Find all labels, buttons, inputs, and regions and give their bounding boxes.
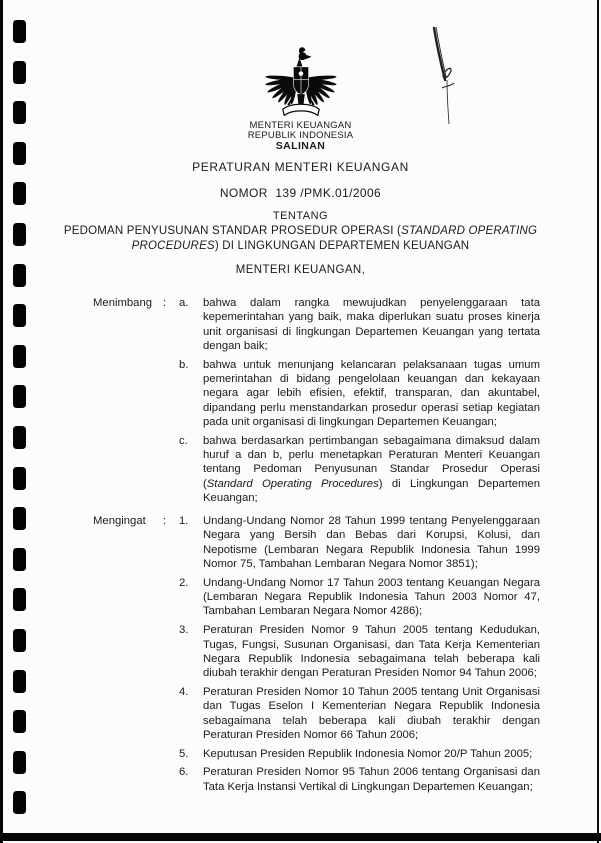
spacer xyxy=(93,747,163,761)
menimbang-row-b xyxy=(93,358,540,429)
mengingat-row-4 xyxy=(93,685,540,742)
spacer xyxy=(93,685,163,742)
binding-hole xyxy=(13,467,26,490)
binding-hole xyxy=(13,20,26,43)
spacer xyxy=(163,358,179,429)
binding-hole xyxy=(13,223,26,246)
binding-hole xyxy=(13,345,26,368)
about-label: TENTANG xyxy=(272,210,329,222)
copy-stamp-label: SALINAN xyxy=(275,140,326,152)
spacer xyxy=(93,434,163,505)
republic-name: REPUBLIK INDONESIA xyxy=(247,129,354,141)
spacer xyxy=(93,623,163,680)
binding-hole xyxy=(13,791,26,814)
binding-hole xyxy=(13,507,26,530)
binding-hole xyxy=(13,670,26,693)
binding-hole xyxy=(13,548,26,571)
item-marker: 1. xyxy=(179,515,189,528)
spacer xyxy=(93,358,163,429)
item-marker: 6. xyxy=(179,766,189,779)
item-marker: 3. xyxy=(179,624,189,637)
menimbang-label: Menimbang xyxy=(93,297,153,309)
binding-hole xyxy=(13,751,26,774)
menimbang-row-a xyxy=(93,296,540,353)
item-text: bahwa untuk menunjang kelancaran pelaksanaan tugas umum pemerintahan di bidang pengelolaan keuangan dan kekayaan negara agar lebih efisien, efektif, transparan, dan akuntabel, dipandang perlu menstandarkan prosedur operasi setiap kegiatan pada unit organisasi di lingkungan Departemen Keuangan; xyxy=(203,358,540,428)
binding-hole xyxy=(13,629,26,652)
mengingat-row-5 xyxy=(93,747,540,761)
item-text: bahwa dalam rangka mewujudkan penyelenggaraan tata kepemerintahan yang baik, maka diperlukan suatu proses kinerja unit organisasi di lingkungan Departemen Keuangan yang tertata dengan baik; xyxy=(203,297,540,352)
binding-hole xyxy=(13,61,26,84)
spacer xyxy=(163,685,179,742)
menimbang-row-c xyxy=(93,434,540,505)
separator-colon: : xyxy=(163,297,167,309)
mengingat-row-1 xyxy=(93,514,540,571)
spacer xyxy=(163,765,179,794)
separator-colon: : xyxy=(163,515,167,528)
binding-hole xyxy=(13,385,26,408)
item-text: Keputusan Presiden Republik Indonesia Nomor 20/P Tahun 2005; xyxy=(203,747,533,760)
scan-edge-bottom xyxy=(0,833,601,841)
item-text: Peraturan Presiden Nomor 9 Tahun 2005 tentang Kedudukan, Tugas, Fungsi, Susunan Organisasi, dan Tata Kerja Kementerian Negara Republik Indonesia sebagaimana telah beberapa kali diubah terakhir dengan Peraturan Presiden Nomor 94 Tahun 2006; xyxy=(203,624,540,680)
binding-hole xyxy=(13,588,26,611)
regulation-number: NOMOR 139 /PMK.01/2006 xyxy=(219,186,382,200)
item-marker: c. xyxy=(179,434,188,447)
item-marker: 2. xyxy=(179,576,189,589)
binding-hole xyxy=(13,710,26,733)
document-body xyxy=(93,296,540,799)
spacer xyxy=(163,623,179,680)
item-marker: b. xyxy=(179,358,189,371)
mengingat-label: Mengingat xyxy=(93,515,146,528)
mengingat-row-6 xyxy=(93,765,540,794)
spacer xyxy=(163,747,179,761)
mengingat-row-3 xyxy=(93,623,540,680)
item-text: Peraturan Presiden Nomor 95 Tahun 2006 tentang Organisasi dan Tata Kerja Instansi Vertikal di Lingkungan Departemen Keuangan; xyxy=(203,766,540,793)
binding-hole xyxy=(13,304,26,327)
regulation-type-title: PERATURAN MENTERI KEUANGAN xyxy=(192,160,409,174)
issuer-line: MENTERI KEUANGAN, xyxy=(235,264,366,276)
item-text: bahwa berdasarkan pertimbangan sebagaimana dimaksud dalam huruf a dan b, perlu menetapkan Peraturan Menteri Keuangan tentang Pedoman Penyusunan Standar Prosedur Operasi (Standard Operating Procedures) di Lingkungan Departemen Keuangan; xyxy=(203,434,541,504)
ministry-header xyxy=(0,121,601,152)
spacer xyxy=(163,576,179,619)
spacer xyxy=(93,765,163,794)
item-text: Undang-Undang Nomor 17 Tahun 2003 tentang Keuangan Negara (Lembaran Negara Republik Indonesia Tahun 2003 Nomor 47, Tambahan Lembaran Negara Nomor 4286); xyxy=(203,576,540,618)
item-text: Undang-Undang Nomor 28 Tahun 1999 tentang Penyelenggaraan Negara yang Bersih dan Bebas dari Korupsi, Kolusi, dan Nepotisme (Lembaran Negara Republik Indonesia Tahun 1999 Nomor 75, Tambahan Lembaran Negara Nomor 3851); xyxy=(203,515,540,571)
mengingat-row-2 xyxy=(93,576,540,619)
handwritten-pen-mark xyxy=(420,20,468,130)
garuda-pancasila-emblem-icon xyxy=(263,44,339,120)
regulation-title: PEDOMAN PENYUSUNAN STANDAR PROSEDUR OPERASI (STANDARD OPERATING PROCEDURES) DI LINGKUNGAN DEPARTEMEN KEUANGAN xyxy=(63,225,538,252)
binding-hole xyxy=(13,426,26,449)
item-marker: a. xyxy=(179,297,189,309)
spacer xyxy=(163,434,179,505)
spacer xyxy=(93,576,163,619)
ministry-name: MENTERI KEUANGAN xyxy=(249,120,352,131)
item-text: Peraturan Presiden Nomor 10 Tahun 2005 tentang Unit Organisasi dan Tugas Eselon I Kementerian Negara Republik Indonesia sebagaimana telah beberapa kali diubah terakhir dengan Peraturan Presiden Nomor 66 Tahun 2006; xyxy=(203,685,540,741)
item-marker: 4. xyxy=(179,685,189,698)
item-marker: 5. xyxy=(179,747,189,760)
